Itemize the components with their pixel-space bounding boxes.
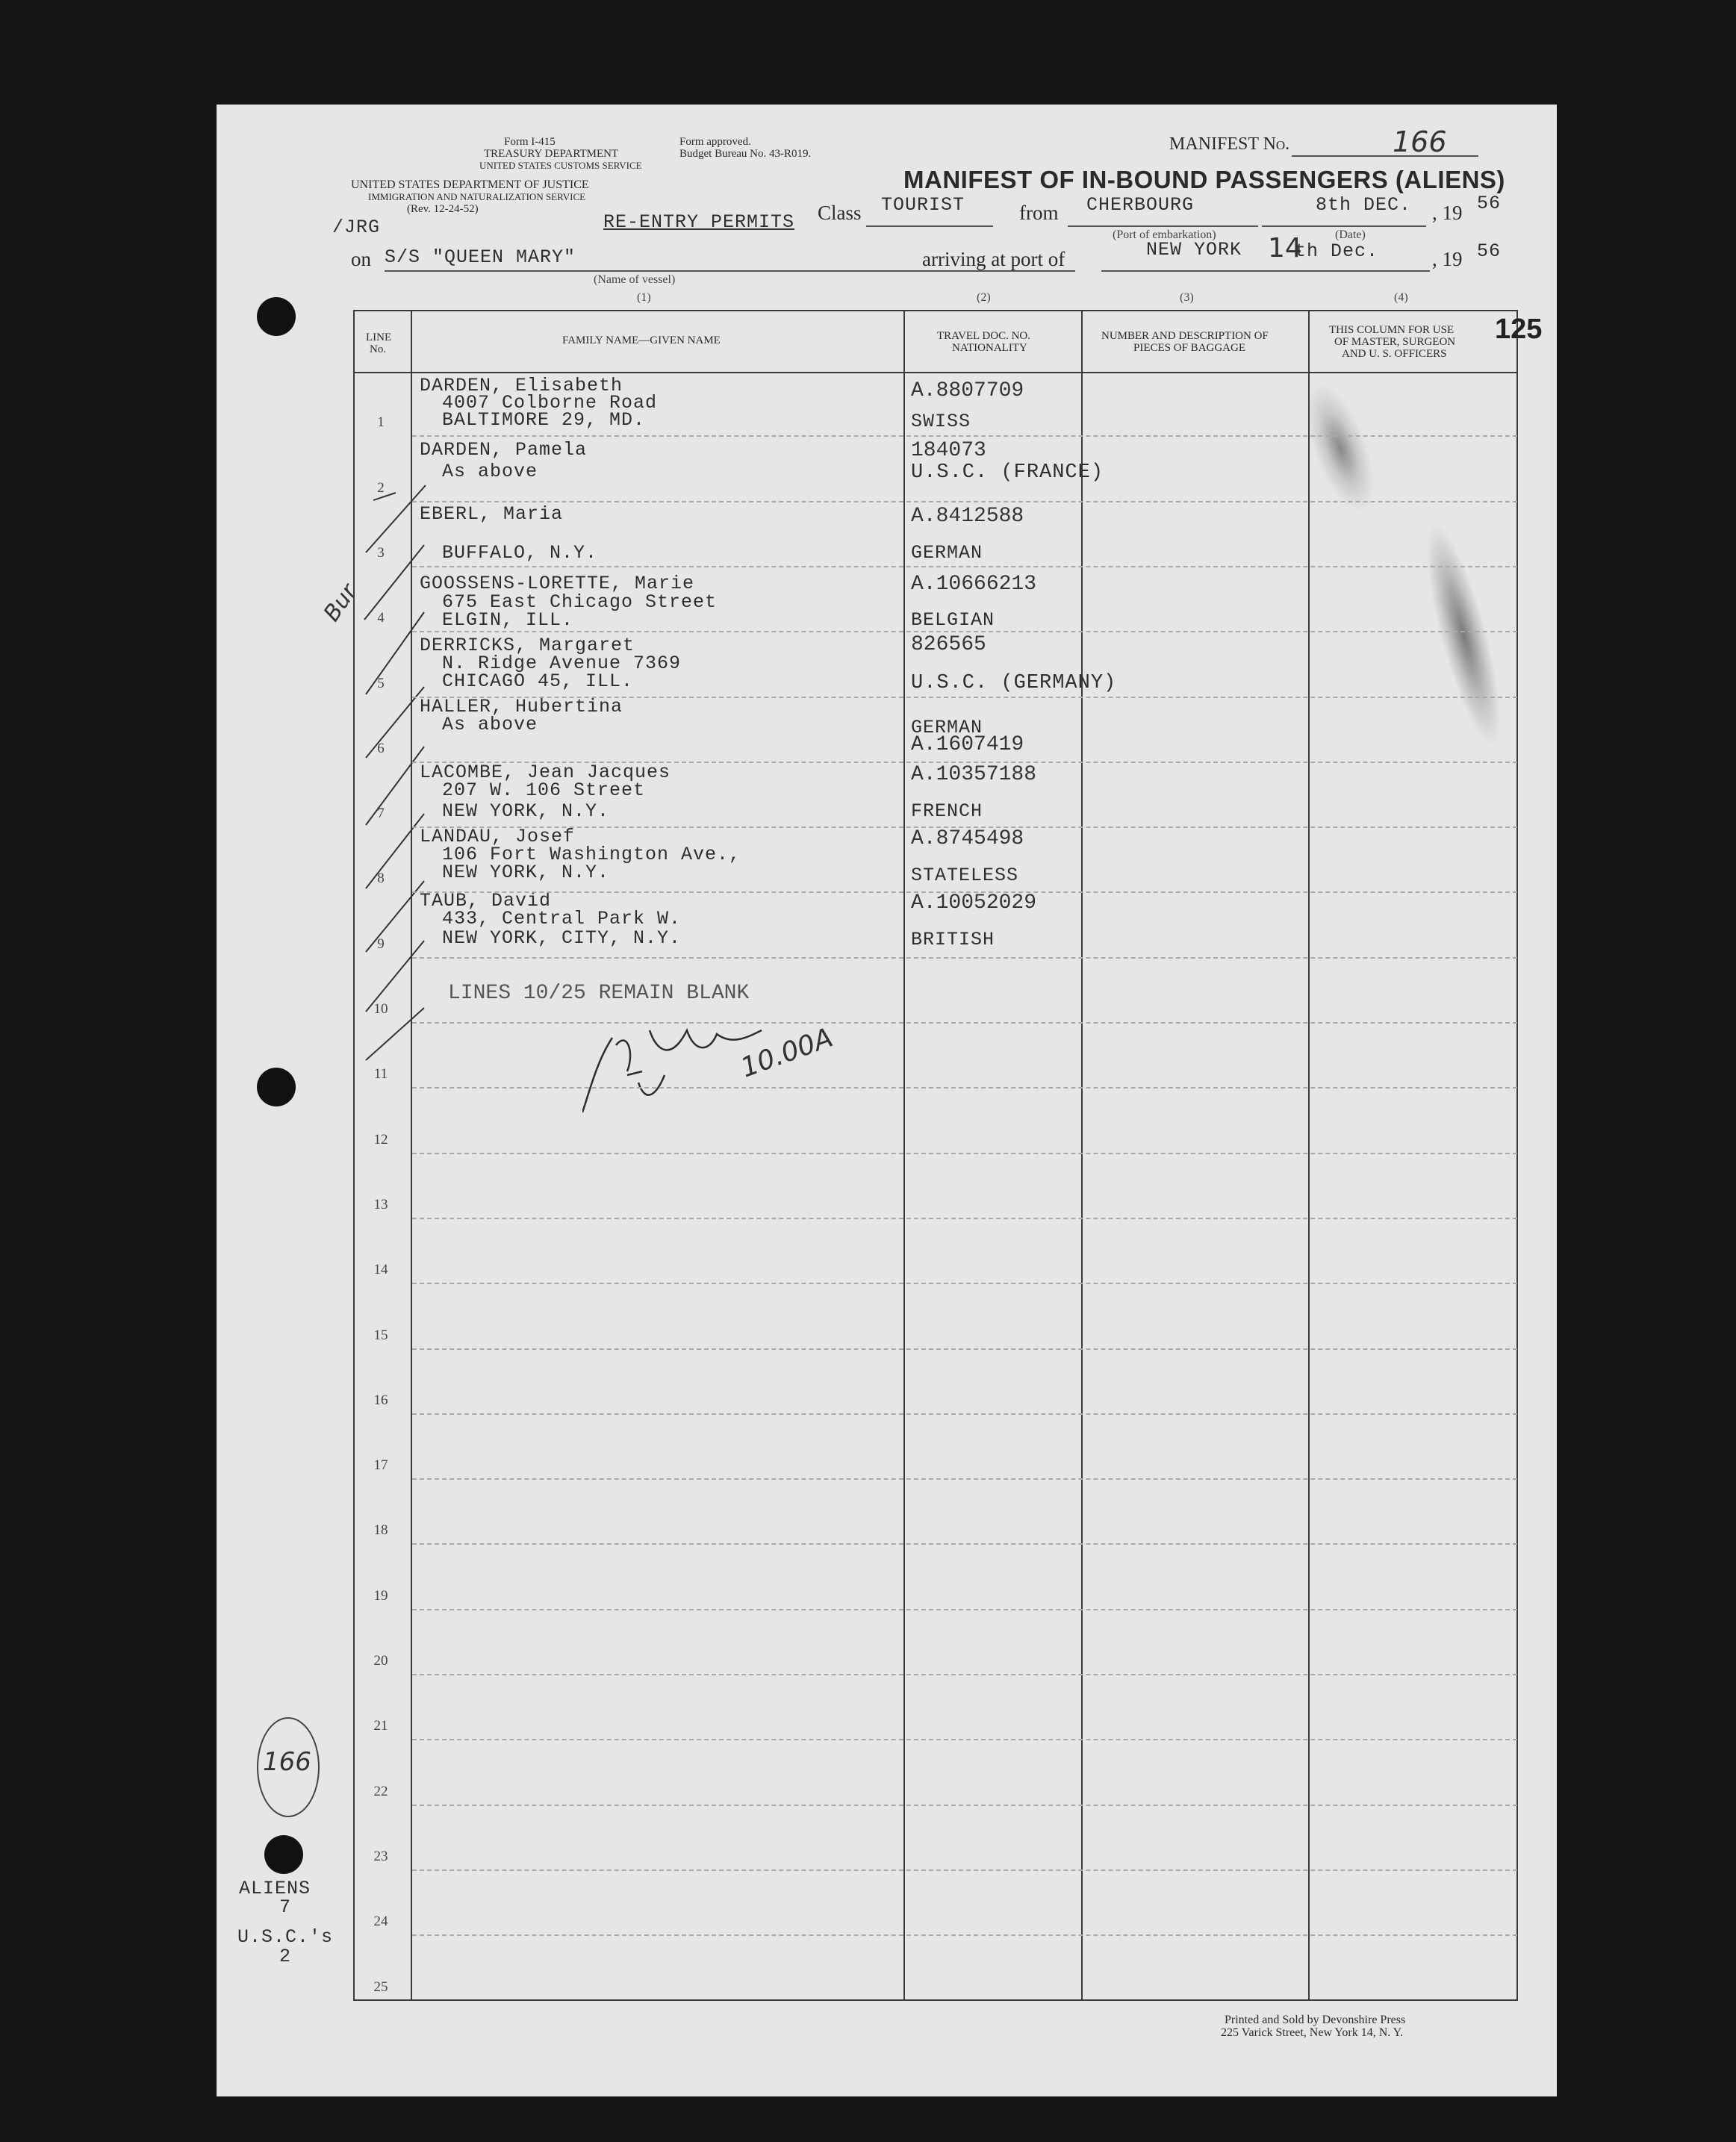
column-number-1: (1) — [637, 291, 651, 304]
line-number: 19 — [373, 1587, 388, 1604]
header-officers-1: THIS COLUMN FOR USE — [1329, 324, 1455, 336]
line-number: 24 — [373, 1914, 388, 1930]
usc-count: 2 — [279, 1946, 292, 1967]
line-number: 13 — [373, 1196, 388, 1212]
line-number: 3 — [377, 544, 385, 561]
line-number: 8 — [377, 871, 385, 887]
line-number: 23 — [373, 1848, 388, 1864]
row-separator — [412, 762, 1517, 763]
arrival-day: 14 — [1268, 233, 1302, 264]
manifest-number-label: MANIFEST No. — [1169, 134, 1290, 154]
passenger-5-name: DERRICKS, Margaret — [420, 635, 635, 656]
treasury-department: TREASURY DEPARTMENT — [484, 148, 619, 160]
manifest-number-line — [1292, 155, 1478, 157]
printer-line-2: 225 Varick Street, New York 14, N. Y. — [1221, 2026, 1404, 2039]
passenger-8-city: NEW YORK, N.Y. — [442, 862, 610, 883]
ins-label: IMMIGRATION AND NATURALIZATION SERVICE — [368, 191, 586, 202]
year-embark: 56 — [1477, 193, 1502, 214]
row-separator — [412, 891, 1517, 893]
column-divider-travel — [1081, 310, 1083, 2001]
class-label: Class — [818, 202, 862, 224]
passenger-3-city: BUFFALO, N.Y. — [442, 542, 598, 564]
row-separator — [412, 1218, 1517, 1219]
vessel-caption: (Name of vessel) — [594, 273, 676, 286]
passenger-3-nationality: GERMAN — [911, 542, 983, 564]
passenger-9-city: NEW YORK, CITY, N.Y. — [442, 927, 682, 949]
column-divider-baggage — [1308, 310, 1310, 2001]
row-separator — [412, 1348, 1517, 1350]
line-number: 6 — [377, 740, 385, 756]
aliens-label: ALIENS — [239, 1878, 311, 1899]
row-separator — [412, 1934, 1517, 1936]
page-stamp: 125 — [1495, 314, 1543, 345]
printer-line-1: Printed and Sold by Devonshire Press — [1225, 2014, 1406, 2026]
customs-service: UNITED STATES CUSTOMS SERVICE — [479, 160, 642, 171]
passenger-7-address: 207 W. 106 Street — [442, 779, 646, 801]
passenger-3-doc: A.8412588 — [911, 505, 1024, 528]
passenger-4-doc: A.10666213 — [911, 573, 1037, 596]
line-number: 9 — [377, 935, 385, 952]
passenger-3-name: EBERL, Maria — [420, 503, 564, 525]
line-number: 1 — [377, 414, 385, 431]
from-label: from — [1019, 202, 1059, 224]
header-baggage-1: NUMBER AND DESCRIPTION OF — [1101, 330, 1269, 342]
date-embark-line — [1262, 225, 1426, 227]
on-label: on — [351, 248, 371, 270]
circled-number-text: 166 — [263, 1747, 311, 1777]
passenger-2-doc: 184073 — [911, 439, 986, 462]
port-of-embarkation: CHERBOURG — [1086, 194, 1195, 216]
row-separator — [412, 1478, 1517, 1480]
line-number: 25 — [373, 1978, 388, 1995]
line-number: 5 — [377, 675, 385, 691]
passenger-8-name: LANDAU, Josef — [420, 826, 576, 847]
punch-hole-top — [257, 297, 296, 336]
passenger-9-name: TAUB, David — [420, 890, 552, 912]
passenger-1-city: BALTIMORE 29, MD. — [442, 409, 646, 431]
revision-date: (Rev. 12-24-52) — [407, 203, 479, 215]
row-separator — [412, 1674, 1517, 1675]
line-number: 16 — [373, 1392, 388, 1408]
header-nationality: NATIONALITY — [952, 342, 1027, 354]
header-line-no-2: No. — [370, 343, 387, 355]
passenger-7-nationality: FRENCH — [911, 800, 983, 822]
passenger-6-name: HALLER, Hubertina — [420, 696, 623, 717]
line-number: 11 — [373, 1066, 388, 1083]
reentry-permits: RE-ENTRY PERMITS — [603, 211, 795, 233]
line-number: 17 — [373, 1457, 388, 1474]
line-number: 18 — [373, 1522, 388, 1539]
row-separator — [412, 1087, 1517, 1089]
header-travel-doc: TRAVEL DOC. NO. — [937, 330, 1031, 342]
arrival-date: th Dec. — [1295, 240, 1379, 262]
punch-hole-bottom — [264, 1835, 303, 1874]
row-separator — [412, 1869, 1517, 1871]
line-number: 15 — [373, 1327, 388, 1343]
line-number: 21 — [373, 1718, 388, 1734]
passenger-9-address: 433, Central Park W. — [442, 908, 682, 930]
row-separator — [412, 501, 1517, 502]
line-number: 2 — [377, 479, 385, 496]
row-separator — [412, 566, 1517, 567]
line-number: 10 — [373, 1001, 388, 1017]
form-number: Form I-415 — [504, 136, 556, 148]
header-officers-2: OF MASTER, SURGEON — [1334, 336, 1456, 348]
passenger-1-address: 4007 Colborne Road — [442, 392, 658, 414]
passenger-8-address: 106 Fort Washington Ave., — [442, 844, 741, 865]
punch-hole-middle — [257, 1068, 296, 1106]
manifest-title: MANIFEST OF IN-BOUND PASSENGERS (ALIENS) — [903, 166, 1505, 193]
row-separator — [412, 1543, 1517, 1545]
line-number: 7 — [377, 806, 385, 822]
manifest-sheet — [217, 105, 1557, 2096]
passenger-4-nationality: BELGIAN — [911, 609, 995, 631]
manifest-number: 166 — [1393, 125, 1447, 158]
row-separator — [412, 1805, 1517, 1806]
arrival-port: NEW YORK — [1146, 239, 1242, 261]
row-separator — [412, 1609, 1517, 1610]
row-separator — [412, 631, 1517, 632]
passenger-4-city: ELGIN, ILL. — [442, 609, 574, 631]
passenger-4-address: 675 East Chicago Street — [442, 591, 718, 613]
line-number: 20 — [373, 1653, 388, 1669]
blank-lines-note: LINES 10/25 REMAIN BLANK — [448, 982, 750, 1005]
date-of-embarkation: 8th DEC. — [1316, 194, 1412, 216]
row-separator — [412, 826, 1517, 828]
aliens-count: 7 — [279, 1896, 292, 1918]
header-line-no-1: LINE — [366, 331, 392, 343]
passenger-5-doc: 826565 — [911, 633, 986, 656]
row-separator — [412, 1153, 1517, 1154]
budget-bureau: Budget Bureau No. 43-R019. — [679, 148, 812, 160]
class-line — [866, 225, 993, 227]
clerk-initials: /JRG — [332, 217, 381, 238]
date-caption: (Date) — [1335, 228, 1366, 241]
column-number-2: (2) — [977, 291, 991, 304]
passenger-8-doc: A.8745498 — [911, 827, 1024, 850]
row-separator — [412, 1022, 1517, 1024]
signature-time: 10.00A — [736, 1022, 837, 1084]
row-separator — [412, 435, 1517, 437]
arrival-line — [1101, 270, 1430, 272]
passenger-9-nationality: BRITISH — [911, 929, 995, 950]
port-embark-caption: (Port of embarkation) — [1113, 228, 1216, 241]
passenger-5-nationality: U.S.C. (GERMANY) — [911, 672, 1117, 694]
line-number: 22 — [373, 1783, 388, 1799]
usc-label: U.S.C.'s — [237, 1926, 334, 1948]
header-name: FAMILY NAME—GIVEN NAME — [562, 334, 721, 346]
check-marks — [336, 373, 441, 1075]
row-separator — [412, 1283, 1517, 1284]
line-number: 4 — [377, 610, 385, 626]
passenger-7-city: NEW YORK, N.Y. — [442, 800, 610, 822]
year-prefix-arrival: , 19 — [1432, 248, 1463, 270]
row-separator — [412, 1739, 1517, 1740]
table-header-rule — [353, 372, 1518, 373]
passenger-8-nationality: STATELESS — [911, 865, 1019, 886]
passenger-2-nationality: U.S.C. (FRANCE) — [911, 461, 1104, 484]
column-number-4: (4) — [1394, 291, 1408, 304]
passenger-5-address: N. Ridge Avenue 7369 — [442, 653, 682, 674]
passenger-6-nationality: A.1607419 — [911, 733, 1024, 756]
line-number: 14 — [373, 1262, 388, 1278]
passenger-9-doc: A.10052029 — [911, 891, 1037, 915]
passenger-2-name: DARDEN, Pamela — [420, 439, 588, 461]
passenger-6-address: As above — [442, 714, 538, 735]
row-separator — [412, 957, 1517, 959]
row-separator — [412, 1413, 1517, 1415]
column-number-3: (3) — [1180, 291, 1194, 304]
year-arrival: 56 — [1477, 240, 1502, 262]
row-separator — [412, 697, 1517, 698]
vessel-name: S/S "QUEEN MARY" — [385, 246, 576, 268]
arriving-label: arriving at port of — [922, 248, 1065, 270]
passenger-1-name: DARDEN, Elisabeth — [420, 375, 623, 396]
form-approved: Form approved. — [679, 136, 751, 148]
line-number: 12 — [373, 1131, 388, 1148]
passenger-7-doc: A.10357188 — [911, 763, 1037, 786]
passenger-6-doc: GERMAN — [911, 717, 983, 738]
margin-note: Bur — [318, 579, 363, 626]
header-officers-3: AND U. S. OFFICERS — [1342, 348, 1447, 360]
passenger-4-name: GOOSSENS-LORETTE, Marie — [420, 573, 695, 594]
port-embark-line — [1068, 225, 1258, 227]
passenger-1-doc: A.8807709 — [911, 379, 1024, 402]
passenger-5-city: CHICAGO 45, ILL. — [442, 670, 634, 692]
header-baggage-2: PIECES OF BAGGAGE — [1133, 342, 1246, 354]
passenger-2-address: As above — [442, 461, 538, 482]
year-prefix-embark: , 19 — [1432, 202, 1463, 224]
justice-department: UNITED STATES DEPARTMENT OF JUSTICE — [351, 178, 589, 191]
passenger-7-name: LACOMBE, Jean Jacques — [420, 762, 671, 783]
column-divider-name — [903, 310, 905, 2001]
passenger-1-nationality: SWISS — [911, 411, 971, 432]
class-value: TOURIST — [881, 194, 965, 216]
